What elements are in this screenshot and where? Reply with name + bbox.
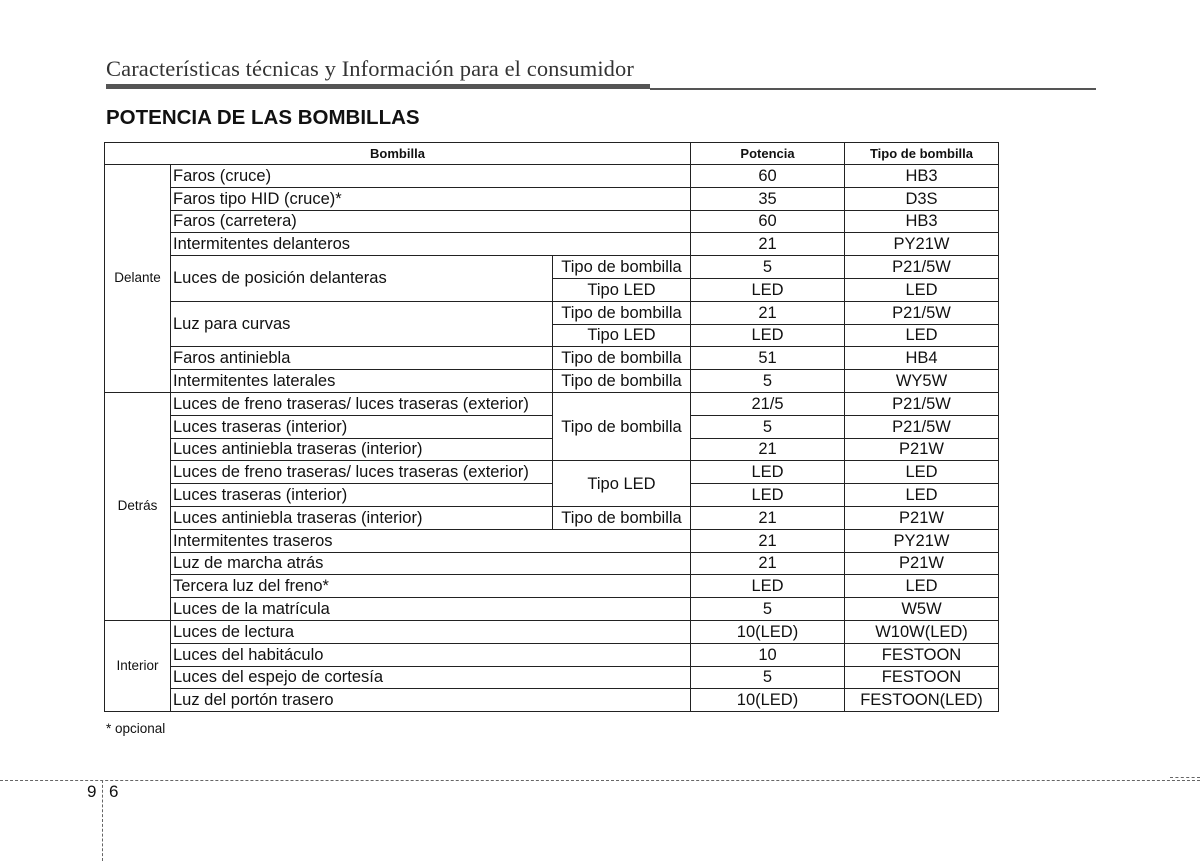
section-title: POTENCIA DE LAS BOMBILLAS [106,106,420,129]
bulb-type: D3S [845,187,999,210]
bulb-power: 5 [691,415,845,438]
bulb-type: HB3 [845,210,999,233]
bulb-power: 21 [691,233,845,256]
bulb-type: W5W [845,598,999,621]
bulb-type: FESTOON [845,643,999,666]
bulb-type: PY21W [845,529,999,552]
table-row [105,689,999,712]
bulb-name: Luces del espejo de cortesía [171,666,691,689]
bulb-variant: Tipo LED [553,278,691,301]
bulb-name: Luz del portón trasero [171,689,691,712]
bulb-power: 5 [691,370,845,393]
bulb-power: 21 [691,506,845,529]
bulb-name: Intermitentes delanteros [171,233,691,256]
table-row [105,370,999,393]
bulb-type: P21W [845,438,999,461]
bulb-variant: Tipo de bombilla [553,392,691,460]
bulb-power: 51 [691,347,845,370]
bulb-name: Faros (carretera) [171,210,691,233]
table-row [105,210,999,233]
bulb-variant: Tipo de bombilla [553,506,691,529]
bulb-power: 60 [691,165,845,188]
table-row [105,598,999,621]
bulb-power: 10(LED) [691,689,845,712]
bulb-name: Luz de marcha atrás [171,552,691,575]
table-row [105,529,999,552]
bulb-power: 21 [691,301,845,324]
bulb-type: WY5W [845,370,999,393]
page-chapter-number: 9 [87,782,97,801]
group-label-rear: Detrás [105,392,171,620]
table-row [105,187,999,210]
bulb-power-table [104,142,999,712]
footer-divider [0,780,1200,781]
bulb-type: LED [845,324,999,347]
bulb-power: 21/5 [691,392,845,415]
table-row [105,575,999,598]
bulb-type: LED [845,575,999,598]
table-row [105,347,999,370]
bulb-name: Luces del habitáculo [171,643,691,666]
bulb-name: Faros (cruce) [171,165,691,188]
table-row [105,165,999,188]
bulb-name: Luces de la matrícula [171,598,691,621]
bulb-variant: Tipo de bombilla [553,370,691,393]
table-row [105,506,999,529]
bulb-type: FESTOON [845,666,999,689]
bulb-power: LED [691,324,845,347]
column-header-bulb: Bombilla [105,143,691,165]
bulb-power: 5 [691,666,845,689]
table-row [105,233,999,256]
bulb-name: Luz para curvas [171,301,553,347]
bulb-power: 21 [691,438,845,461]
bulb-name: Luces traseras (interior) [171,415,553,438]
bulb-type: FESTOON(LED) [845,689,999,712]
table-row [105,552,999,575]
header-rule [106,84,650,89]
table-row [105,301,999,324]
bulb-name: Luces traseras (interior) [171,484,553,507]
bulb-power: 5 [691,256,845,279]
bulb-power: 10(LED) [691,620,845,643]
bulb-power: 10 [691,643,845,666]
bulb-type: LED [845,278,999,301]
bulb-name: Luces de freno traseras/ luces traseras (exterior) [171,392,553,415]
bulb-type: PY21W [845,233,999,256]
table-header-row [105,143,999,165]
bulb-type: P21W [845,506,999,529]
table-row [105,415,999,438]
bulb-name: Luces de lectura [171,620,691,643]
bulb-name: Luces antiniebla traseras (interior) [171,506,553,529]
bulb-name: Luces de posición delanteras [171,256,553,302]
bulb-power: LED [691,278,845,301]
bulb-type: P21/5W [845,392,999,415]
bulb-name: Faros tipo HID (cruce)* [171,187,691,210]
bulb-variant: Tipo de bombilla [553,256,691,279]
bulb-type: W10W(LED) [845,620,999,643]
table-row [105,484,999,507]
footnote: * opcional [106,721,166,736]
table-row [105,392,999,415]
bulb-type: P21/5W [845,301,999,324]
bulb-variant: Tipo de bombilla [553,301,691,324]
page-number: 6 [109,782,119,801]
footer-divider-right [1170,777,1200,778]
table-row [105,666,999,689]
table-row [105,438,999,461]
bulb-name: Luces antiniebla traseras (interior) [171,438,553,461]
table-row [105,643,999,666]
bulb-type: HB4 [845,347,999,370]
table-row [105,461,999,484]
bulb-variant: Tipo LED [553,324,691,347]
bulb-power: 21 [691,552,845,575]
group-label-interior: Interior [105,620,171,711]
bulb-name: Intermitentes traseros [171,529,691,552]
bulb-power: 21 [691,529,845,552]
column-header-type: Tipo de bombilla [845,143,999,165]
bulb-type: HB3 [845,165,999,188]
bulb-type: P21/5W [845,256,999,279]
bulb-name: Faros antiniebla [171,347,553,370]
bulb-power: LED [691,461,845,484]
chapter-header-title: Características técnicas y Información para el consumidor [106,56,634,81]
bulb-variant: Tipo de bombilla [553,347,691,370]
bulb-type: LED [845,484,999,507]
bulb-name: Tercera luz del freno* [171,575,691,598]
bulb-name: Luces de freno traseras/ luces traseras (exterior) [171,461,553,484]
bulb-power: 5 [691,598,845,621]
bulb-variant: Tipo LED [553,461,691,507]
table-row [105,620,999,643]
column-header-power: Potencia [691,143,845,165]
table-row [105,256,999,279]
bulb-power: LED [691,575,845,598]
header-rule-thin [650,88,1096,90]
bulb-type: P21W [845,552,999,575]
bulb-power: 35 [691,187,845,210]
group-label-front: Delante [105,165,171,393]
bulb-type: LED [845,461,999,484]
bulb-power: LED [691,484,845,507]
bulb-name: Intermitentes laterales [171,370,553,393]
bulb-power: 60 [691,210,845,233]
bulb-type: P21/5W [845,415,999,438]
page-number-divider [102,780,103,861]
